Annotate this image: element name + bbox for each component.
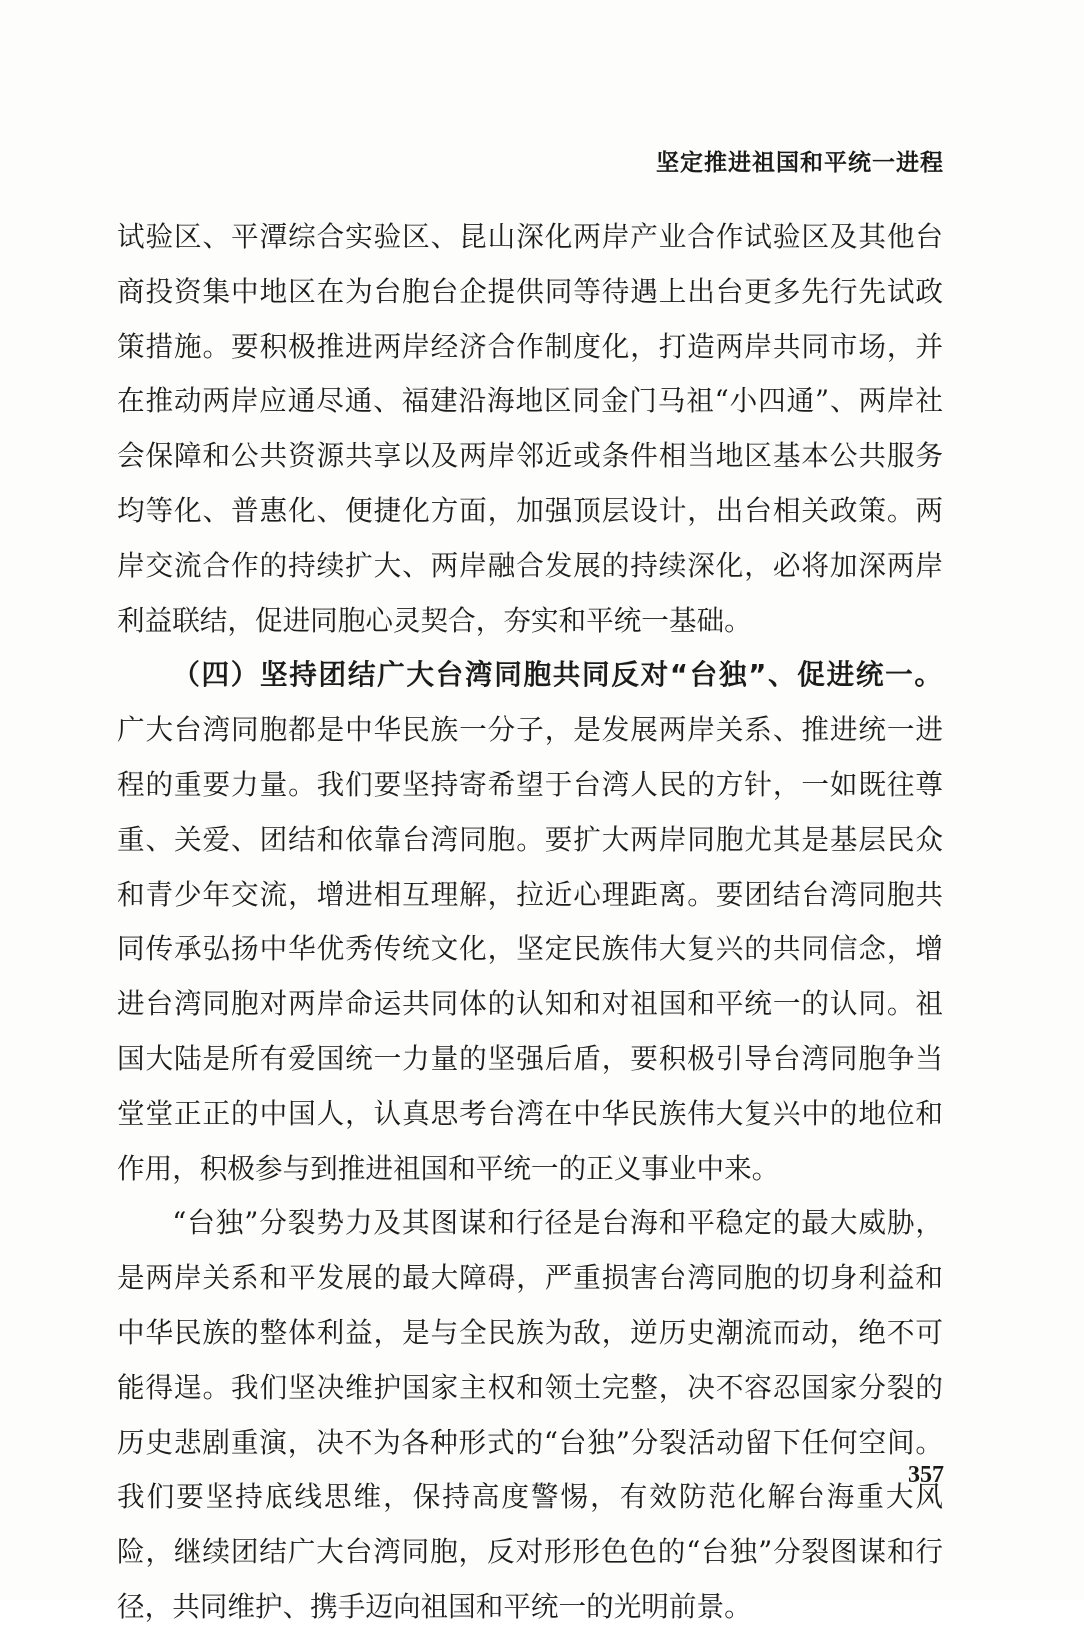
paragraph-section-four [117,648,943,1196]
body-text [117,210,943,1635]
section-four-body: 广大台湾同胞都是中华民族一分子，是发展两岸关系、推进统一进程的重要力量。我们要坚持寄希望于台湾人民的方针，一如既往尊重、关爱、团结和依靠台湾同胞。要扩大两岸同胞尤其是基层民众和青少年交流，增进相互理解，拉近心理距离。要团结台湾同胞共同传承弘扬中华优秀传统文化，坚定民族伟大复兴的共同信念，增进台湾同胞对两岸命运共同体的认知和对祖国和平统一的认同。祖国大陆是所有爱国统一力量的坚强后盾，要积极引导台湾同胞争当堂堂正正的中国人，认真思考台湾在中华民族伟大复兴中的地位和作用，积极参与到推进祖国和平统一的正义事业中来。 [117,713,943,1185]
running-head: 坚定推进祖国和平统一进程 [656,150,944,176]
section-heading-four: （四）坚持团结广大台湾同胞共同反对“台独”、促进统一。 [172,658,943,692]
paragraph-anti-independence: “台独”分裂势力及其图谋和行径是台海和平稳定的最大威胁，是两岸关系和平发展的最大障碍，严重损害台湾同胞的切身利益和中华民族的整体利益，是与全民族为敌，逆历史潮流而动，绝不可能得逞。我们坚决维护国家主权和领土完整，决不容忍国家分裂的历史悲剧重演，决不为各种形式的“台独”分裂活动留下任何空间。我们要坚持底线思维，保持高度警惕，有效防范化解台海重大风险，继续团结广大台湾同胞，反对形形色色的“台独”分裂图谋和行径，共同维护、携手迈向祖国和平统一的光明前景。 [117,1206,943,1623]
paragraph-continued: 试验区、平潭综合实验区、昆山深化两岸产业合作试验区及其他台商投资集中地区在为台胞台企提供同等待遇上出台更多先行先试政策措施。要积极推进两岸经济合作制度化，打造两岸共同市场，并在推动两岸应通尽通、福建沿海地区同金门马祖“小四通”、两岸社会保障和公共资源共享以及两岸邻近或条件相当地区基本公共服务均等化、普惠化、便捷化方面，加强顶层设计，出台相关政策。两岸交流合作的持续扩大、两岸融合发展的持续深化，必将加深两岸利益联结，促进同胞心灵契合，夯实和平统一基础。 [117,220,943,637]
page-number: 357 [908,1462,944,1488]
